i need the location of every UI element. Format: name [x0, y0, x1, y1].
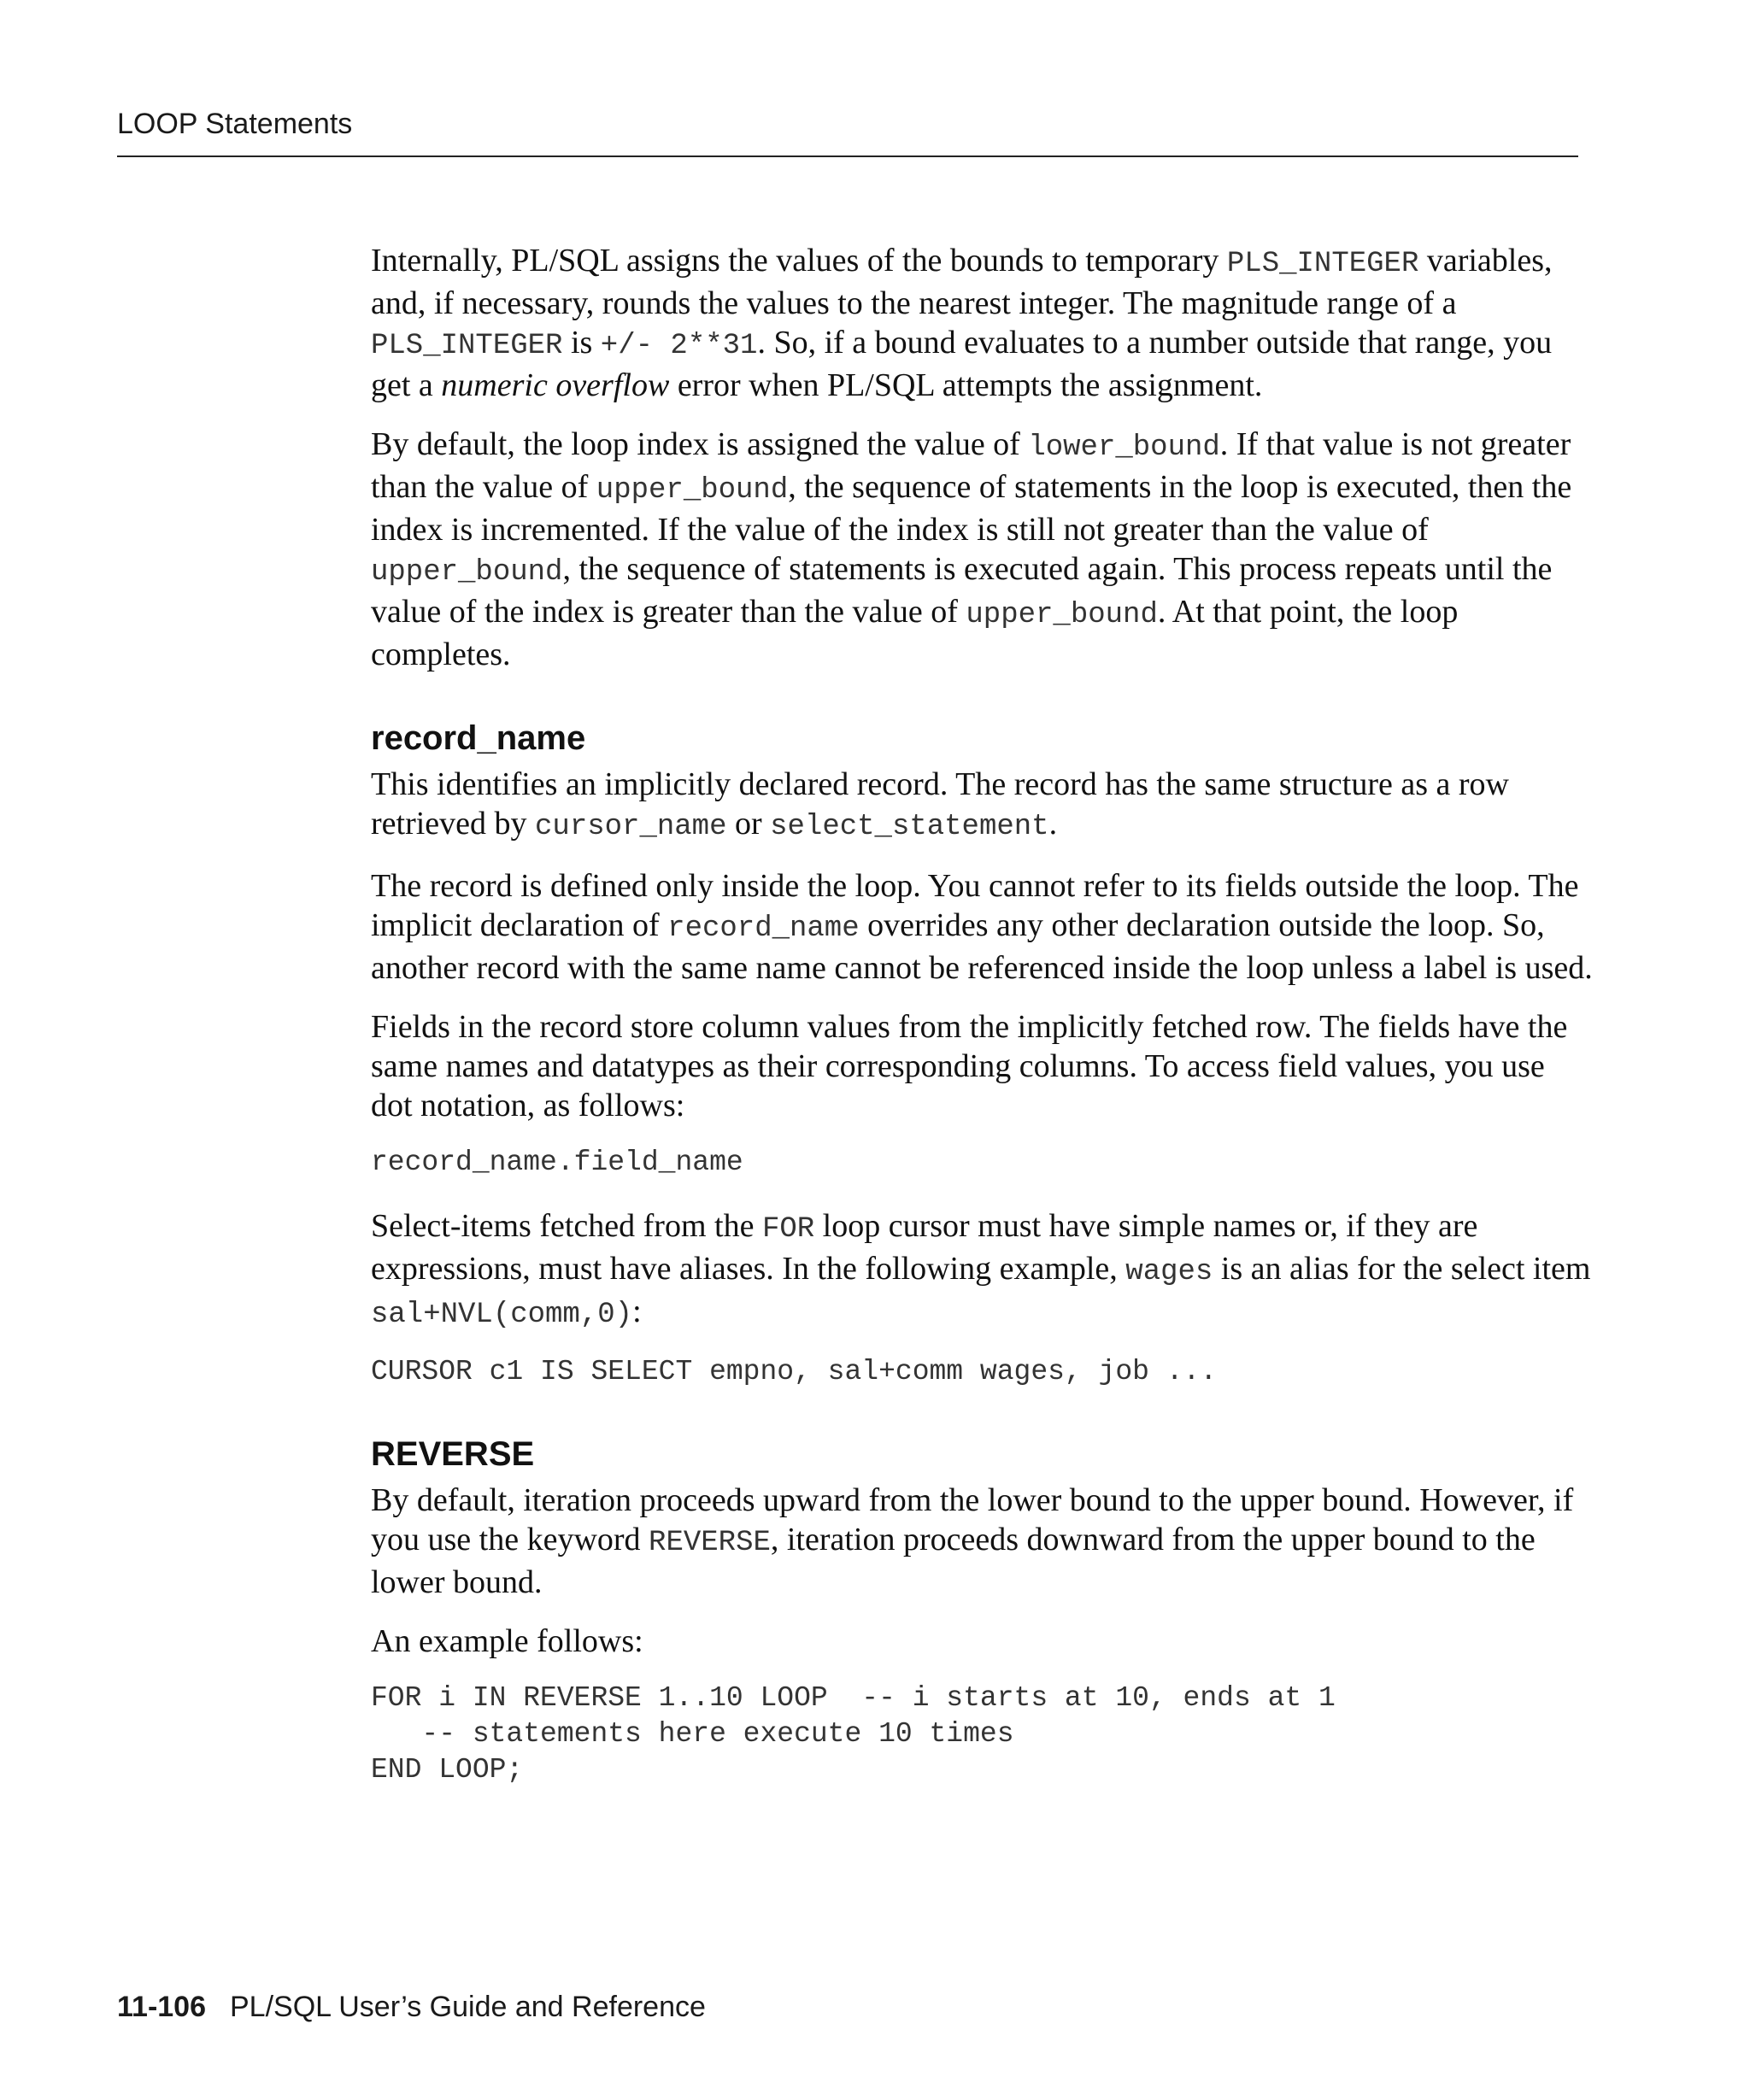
code-term: REVERSE [649, 1527, 771, 1559]
paragraph-bounds-internal: Internally, PL/SQL assigns the values of the bounds to temporary PLS_INTEGER variables, and, if necessary, rounds the values to the nearest integer. The magnitude range of a PLS_INTEGER is +/- 2**31. So, if a bound evaluates to a number outside that range, you get a numeric overflow error when PL/SQL attempts the assignment. [371, 243, 1553, 403]
code-example-reverse-loop: FOR i IN REVERSE 1..10 LOOP -- i starts at 10, ends at 1 -- statements here execute 10 times END LOOP; [371, 1682, 1336, 1786]
page-body [371, 241, 1593, 1814]
section-heading-record-name: record_name [371, 719, 586, 757]
running-header: LOOP Statements [117, 108, 353, 140]
code-example-dot-notation: record_name.field_name [371, 1147, 743, 1178]
paragraph-record-scope: The record is defined only inside the loop. You cannot refer to its fields outside the loop. The implicit declaration of record_name overrides any other declaration outside the loop. So, another record with the same name cannot be referenced inside the loop unless a label is used. [371, 868, 1593, 986]
code-term: sal+NVL(comm,0) [371, 1299, 633, 1331]
code-term: wages [1125, 1256, 1213, 1288]
emphasis-term: numeric overflow [441, 367, 670, 403]
code-term: PLS_INTEGER [1226, 248, 1419, 280]
book-title: PL/SQL User’s Guide and Reference [230, 1991, 706, 2023]
code-term: upper_bound [966, 599, 1158, 631]
code-term: PLS_INTEGER [371, 330, 563, 362]
section-heading-reverse: REVERSE [371, 1435, 535, 1473]
code-term: FOR [761, 1213, 815, 1246]
code-term: cursor_name [535, 811, 727, 843]
paragraph-example-intro: An example follows: [371, 1623, 643, 1659]
paragraph-reverse-iteration: By default, iteration proceeds upward from the lower bound to the upper bound. However, if you use the keyword REVERSE, iteration proceeds downward from the upper bound to the lower bound. [371, 1482, 1574, 1600]
paragraph-record-identifies: This identifies an implicitly declared record. The record has the same structure as a row retrieved by cursor_name or select_statement. [371, 766, 1509, 843]
code-term: select_statement [770, 811, 1049, 843]
code-term: upper_bound [596, 474, 789, 507]
code-term: record_name [667, 912, 860, 945]
header-rule [117, 155, 1578, 157]
paragraph-select-items: Select-items fetched from the FOR loop cursor must have simple names or, if they are expressions, must have aliases. In the following example, wages is an alias for the select item sal+NVL(comm,0): [371, 1208, 1591, 1331]
paragraph-record-fields: Fields in the record store column values from the implicitly fetched row. The fields have the same names and datatypes as their corresponding columns. To access field values, you use dot notation, as follows: [371, 1009, 1568, 1123]
code-term: upper_bound [371, 556, 563, 589]
page-number: 11-106 [117, 1991, 206, 2023]
code-term: lower_bound [1028, 431, 1220, 464]
code-example-cursor: CURSOR c1 IS SELECT empno, sal+comm wages, job ... [371, 1356, 1218, 1387]
paragraph-loop-index: By default, the loop index is assigned the value of lower_bound. If that value is not greater than the value of upper_bound, the sequence of statements in the loop is executed, then the index is incremented. If the value of the index is still not greater than the value of upper_bound, the sequence of statements is executed again. This process repeats until the value of the index is greater than the value of upper_bound. At that point, the loop completes. [371, 426, 1572, 672]
running-footer [117, 1991, 706, 2024]
code-term: +/- 2**31 [600, 330, 758, 362]
